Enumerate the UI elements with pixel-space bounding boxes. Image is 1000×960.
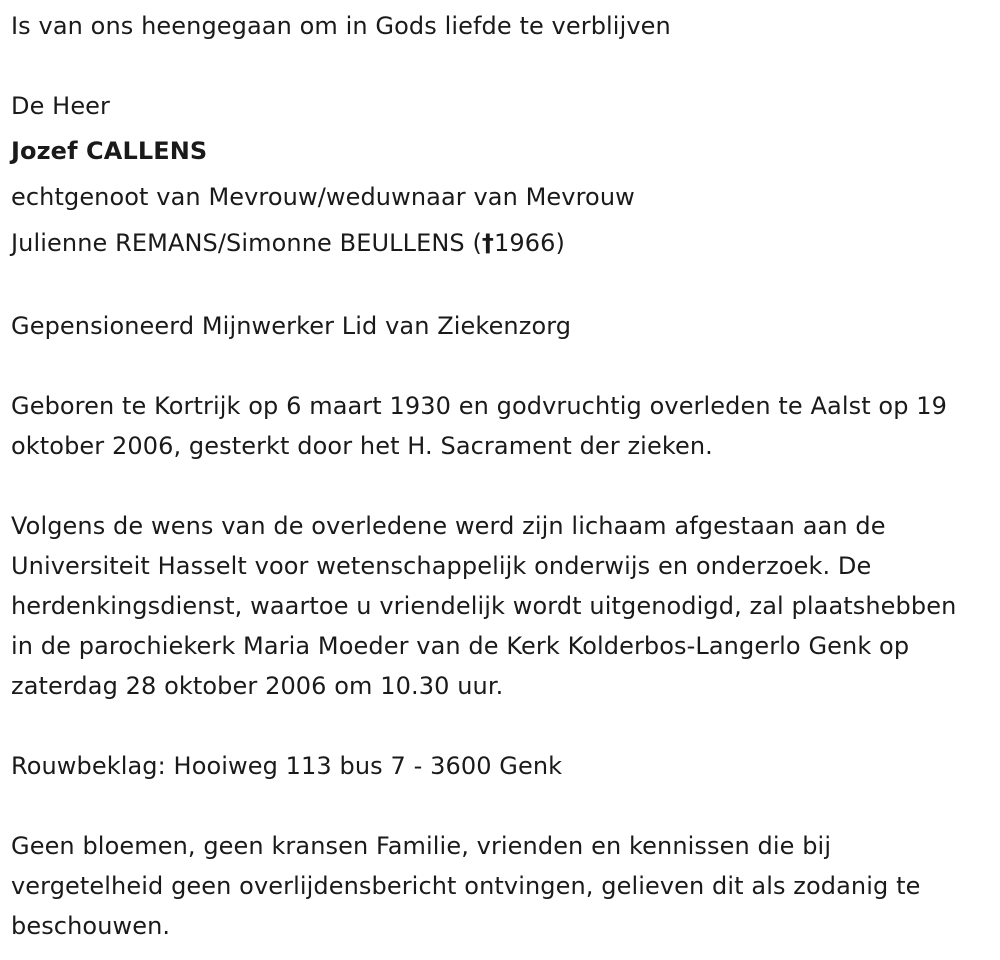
- spacer: [11, 466, 986, 506]
- cross-icon: †: [481, 229, 495, 257]
- spouses-suffix: ): [555, 229, 565, 257]
- condolence-address: Rouwbeklag: Hooiweg 113 bus 7 - 3600 Genk: [11, 752, 563, 780]
- spacer: [11, 346, 986, 386]
- spacer: [11, 46, 986, 86]
- title-line: De Heer: [11, 92, 111, 120]
- ceremony-paragraph: Volgens de wens van de overledene werd zijn lichaam afgestaan aan de Universiteit Hasselt voor wetenschappelijk onderwijs en onderzoek. De herdenkingsdienst, waartoe u vriendelijk wordt uitgenodigd, zal plaatshebben in de parochiekerk Maria Moeder van de Kerk Kolderbos-Langerlo Genk op zaterdag 28 oktober 2006 om 10.30 uur.: [11, 512, 957, 700]
- spacer: [11, 786, 986, 826]
- spouses-names: Julienne REMANS/Simonne BEULLENS (: [11, 229, 482, 257]
- spouses-line: [11, 220, 986, 266]
- deceased-name: Jozef CALLENS: [11, 137, 208, 165]
- obituary-notice: [11, 6, 986, 946]
- spouse-death-year: 1966: [494, 229, 556, 257]
- occupation-line: Gepensioneerd Mijnwerker Lid van Ziekenzorg: [11, 312, 572, 340]
- spacer: [11, 706, 986, 746]
- birth-death-paragraph: Geboren te Kortrijk op 6 maart 1930 en godvruchtig overleden te Aalst op 19 oktober 2006, gesterkt door het H. Sacrament der zieken.: [11, 392, 948, 460]
- spacer: [11, 266, 986, 306]
- flowers-note-paragraph: Geen bloemen, geen kransen Familie, vrienden en kennissen die bij vergetelheid geen overlijdensbericht ontvingen, gelieven dit als zodanig te beschouwen.: [11, 832, 921, 940]
- identity-block: [11, 128, 986, 266]
- intro-line: Is van ons heengegaan om in Gods liefde te verblijven: [11, 12, 671, 40]
- relation-line: echtgenoot van Mevrouw/weduwnaar van Mevrouw: [11, 183, 635, 211]
